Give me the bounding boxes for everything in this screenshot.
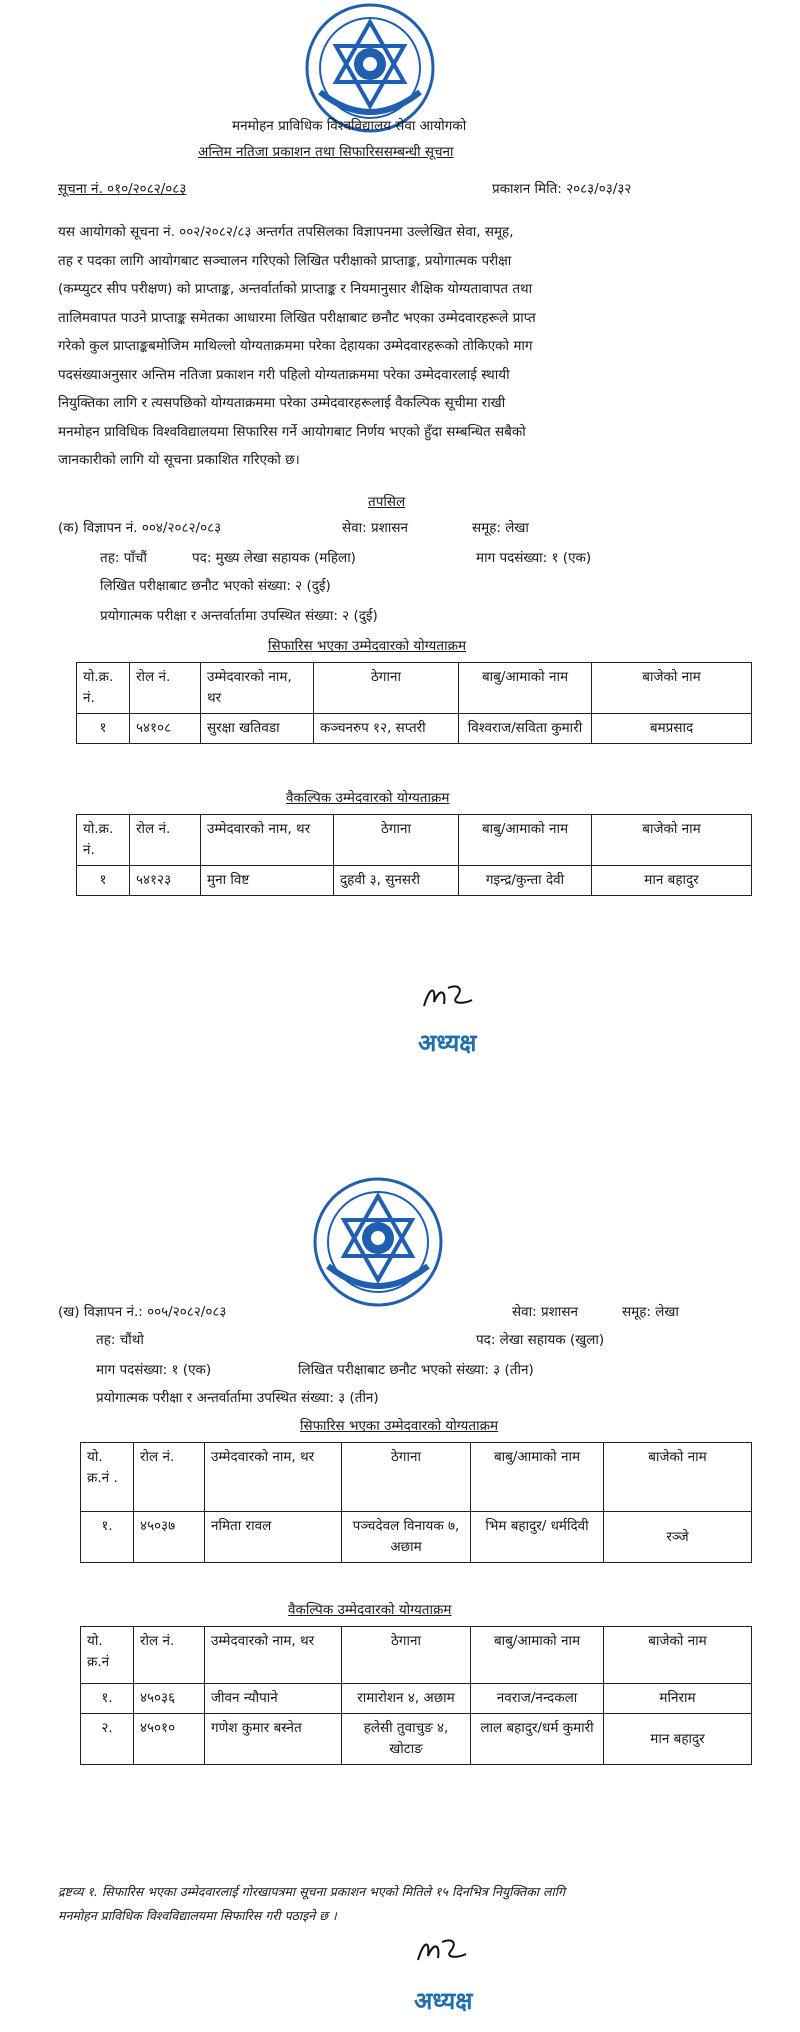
kha-demand: माग पदसंख्या: १ (एक) xyxy=(96,1362,212,1378)
publish-date: प्रकाशन मिति: २०८३/०३/३२ xyxy=(492,181,632,197)
header-cell: यो. क्र.नं . xyxy=(81,1443,134,1512)
table-cell: ५४१२३ xyxy=(130,866,201,896)
ka-alternate-table xyxy=(76,814,752,896)
table-cell: पञ्चदेवल विनायक ७, अछाम xyxy=(342,1512,471,1563)
table-row xyxy=(77,714,752,744)
kha-selected-count: लिखित परीक्षाबाट छनौट भएको संख्या: ३ (तीन) xyxy=(298,1362,534,1378)
table-cell: गणेश कुमार बस्नेत xyxy=(205,1714,342,1765)
university-seal-icon xyxy=(300,2,440,134)
kha-level: तह: चौंथो xyxy=(96,1332,144,1348)
header-cell: यो.क्र. नं. xyxy=(77,663,130,714)
table-cell: मनिराम xyxy=(604,1684,752,1714)
table-cell: १. xyxy=(81,1684,134,1714)
header-cell: ठेगाना xyxy=(334,815,459,866)
kha-advert-no: (ख) विज्ञापन नं.: ००५/२०८२/०८३ xyxy=(58,1304,227,1320)
ka-group: समूह: लेखा xyxy=(472,520,529,536)
header-cell: रोल नं. xyxy=(134,1627,205,1684)
table-cell: गइन्द्र/कुन्ता देवी xyxy=(459,866,592,896)
table-cell: हलेसी तुवाचुङ ४, खोटाङ xyxy=(342,1714,471,1765)
body-line: तालिमवापत पाउने प्राप्ताङ्क समेतका आधारमा लिखित परीक्षाबाट छनौट भएका उम्मेदवारहरूले प्राप्त xyxy=(58,309,536,326)
table-cell: १. xyxy=(81,1512,134,1563)
ka-selected-count: लिखित परीक्षाबाट छनौट भएको संख्या: २ (दुई) xyxy=(100,578,331,594)
table-header-row xyxy=(77,815,752,866)
header-cell: उम्मेदवारको नाम, थर xyxy=(201,663,314,714)
kha-post: पद: लेखा सहायक (खुला) xyxy=(476,1332,605,1348)
header-cell: उम्मेदवारको नाम, थर xyxy=(205,1627,342,1684)
table-cell: मान बहादुर xyxy=(604,1714,752,1765)
header-cell: यो. क्र.नं xyxy=(81,1627,134,1684)
notice-number: सूचना नं. ०१०/२०८२/०८३ xyxy=(58,181,187,197)
table-cell: बमप्रसाद xyxy=(592,714,752,744)
body-line: नियुक्तिका लागि र त्यसपछिको योग्यताक्रममा परेका उम्मेदवारहरूलाई वैकल्पिक सूचीमा राखी xyxy=(58,395,506,411)
table-cell: नवराज/नन्दकला xyxy=(471,1684,604,1714)
header-cell: उम्मेदवारको नाम, थर xyxy=(201,815,334,866)
table-cell: जीवन न्यौपाने xyxy=(205,1684,342,1714)
body-line: तह र पदका लागि आयोगबाट सञ्चालन गरिएको लिखित परीक्षाको प्राप्ताङ्क, प्रयोगात्मक परीक्षा xyxy=(58,252,512,269)
table-cell: मान बहादुर xyxy=(592,866,752,896)
table-cell: १ xyxy=(77,714,130,744)
footnote xyxy=(58,1880,758,1928)
header-cell: उम्मेदवारको नाम, थर xyxy=(205,1443,342,1512)
table-cell: मुना विष्ट xyxy=(201,866,334,896)
footnote-line: द्रष्टव्य १. सिफारिस भएका उम्मेदवारलाई गोरखापत्रमा सूचना प्रकाशन भएको मितिले १५ दिनभित्र नियुक्तिका लागि xyxy=(58,1884,565,1899)
table-cell: नमिता रावल xyxy=(205,1512,342,1563)
kha-alternate-table xyxy=(80,1626,752,1765)
signature-scribble-icon xyxy=(414,1932,470,1972)
body-line: यस आयोगको सूचना नं. ००२/२०८२/८३ अन्तर्गत तपसिलका विज्ञापनमा उल्लेखित सेवा, समूह, xyxy=(58,224,514,240)
ka-recommended-title: सिफारिस भएका उम्मेदवारको योग्यताक्रम xyxy=(268,638,467,654)
ka-demand: माग पदसंख्या: १ (एक) xyxy=(476,550,592,566)
body-line: मनमोहन प्राविधिक विश्वविद्यालयमा सिफारिस गर्ने आयोगबाट निर्णय भएको हुँदा सम्बन्धित सबैको xyxy=(58,423,526,440)
table-cell: सुरक्षा खतिवडा xyxy=(201,714,314,744)
table-cell: रामारोशन ४, अछाम xyxy=(342,1684,471,1714)
header-cell: ठेगाना xyxy=(342,1627,471,1684)
ka-advert-no: (क) विज्ञापन नं. ००४/२०८२/०८३ xyxy=(58,520,222,536)
table-cell: भिम बहादुर/ धर्मदिवी xyxy=(471,1512,604,1563)
table-cell: रञ्जे xyxy=(604,1512,752,1563)
table-header-row xyxy=(77,663,752,714)
signatory-title: अध्यक्ष xyxy=(414,1987,473,2015)
tapasil-heading: तपसिल xyxy=(368,494,406,510)
signature-scribble-icon xyxy=(420,978,476,1018)
header-cell: बाबु/आमाको नाम xyxy=(471,1443,604,1512)
ka-post: पद: मुख्य लेखा सहायक (महिला) xyxy=(192,550,356,566)
table-row xyxy=(81,1684,752,1714)
kha-group: समूह: लेखा xyxy=(622,1304,679,1320)
table-header-row xyxy=(81,1443,752,1512)
body-line: जानकारीको लागि यो सूचना प्रकाशित गरिएको छ। xyxy=(58,452,300,468)
header-cell: रोल नं. xyxy=(134,1443,205,1512)
kha-recommended-table xyxy=(80,1442,752,1563)
header-cell: रोल नं. xyxy=(130,663,201,714)
table-cell: ४५०३६ xyxy=(134,1684,205,1714)
kha-recommended-title: सिफारिस भएका उम्मेदवारको योग्यताक्रम xyxy=(300,1418,499,1434)
signatory-title: अध्यक्ष xyxy=(418,1029,477,1057)
table-row xyxy=(77,866,752,896)
notice-body xyxy=(58,218,748,475)
header-cell: बाबु/आमाको नाम xyxy=(471,1627,604,1684)
table-header-row xyxy=(81,1627,752,1684)
notice-subject: अन्तिम नतिजा प्रकाशन तथा सिफारिससम्बन्धी सूचना xyxy=(198,144,454,160)
table-cell: लाल बहादुर/धर्म कुमारी xyxy=(471,1714,604,1765)
kha-alternate-title: वैकल्पिक उम्मेदवारको योग्यताक्रम xyxy=(288,1602,452,1618)
table-cell: विश्वराज/सविता कुमारी xyxy=(459,714,592,744)
ka-service: सेवा: प्रशासन xyxy=(342,520,408,536)
ka-recommended-table xyxy=(76,662,752,744)
body-line: पदसंख्याअनुसार अन्तिम नतिजा प्रकाशन गरी पहिलो योग्यताक्रममा परेका उम्मेदवारलाई स्थायी xyxy=(58,366,510,383)
ka-alternate-title: वैकल्पिक उम्मेदवारको योग्यताक्रम xyxy=(286,790,450,806)
header-cell: बाबु/आमाको नाम xyxy=(459,815,592,866)
header-cell: बाजेको नाम xyxy=(592,663,752,714)
table-cell: ४५०३७ xyxy=(134,1512,205,1563)
header-cell: ठेगाना xyxy=(342,1443,471,1512)
footnote-line: मनमोहन प्राविधिक विश्वविद्यालयमा सिफारिस गरी पठाइने छ । xyxy=(58,1908,337,1923)
table-cell: कञ्चनरुप १२, सप्तरी xyxy=(314,714,459,744)
header-cell: ठेगाना xyxy=(314,663,459,714)
ka-level: तह: पाँचौं xyxy=(100,550,147,566)
table-cell: २. xyxy=(81,1714,134,1765)
table-cell: ५४१०८ xyxy=(130,714,201,744)
kha-present-count: प्रयोगात्मक परीक्षा र अन्तर्वार्तामा उपस्थित संख्या: ३ (तीन) xyxy=(96,1390,379,1406)
ka-present-count: प्रयोगात्मक परीक्षा र अन्तर्वार्तामा उपस्थित संख्या: २ (दुई) xyxy=(100,608,378,624)
commission-name: मनमोहन प्राविधिक विश्वविद्यालय सेवा आयोगको xyxy=(232,118,467,134)
header-cell: रोल नं. xyxy=(130,815,201,866)
table-cell: दुहवी ३, सुनसरी xyxy=(334,866,459,896)
header-cell: बाबु/आमाको नाम xyxy=(459,663,592,714)
body-line: गरेको कुल प्राप्ताङ्कबमोजिम माथिल्लो योग्यताक्रममा परेका देहायका उम्मेदवारहरूको तोकिएको माग xyxy=(58,338,533,354)
header-cell: बाजेको नाम xyxy=(604,1443,752,1512)
table-cell: १ xyxy=(77,866,130,896)
header-cell: बाजेको नाम xyxy=(592,815,752,866)
table-cell: ४५०१० xyxy=(134,1714,205,1765)
header-cell: बाजेको नाम xyxy=(604,1627,752,1684)
table-row xyxy=(81,1714,752,1765)
table-row xyxy=(81,1512,752,1563)
kha-service: सेवा: प्रशासन xyxy=(512,1304,578,1320)
university-seal-icon xyxy=(308,1176,448,1308)
header-cell: यो.क्र. नं. xyxy=(77,815,130,866)
body-line: (कम्प्युटर सीप परीक्षण) को प्राप्ताङ्क, अन्तर्वार्ताको प्राप्ताङ्क र नियमानुसार शैक्षिक योग्यतावापत तथा xyxy=(58,281,533,297)
